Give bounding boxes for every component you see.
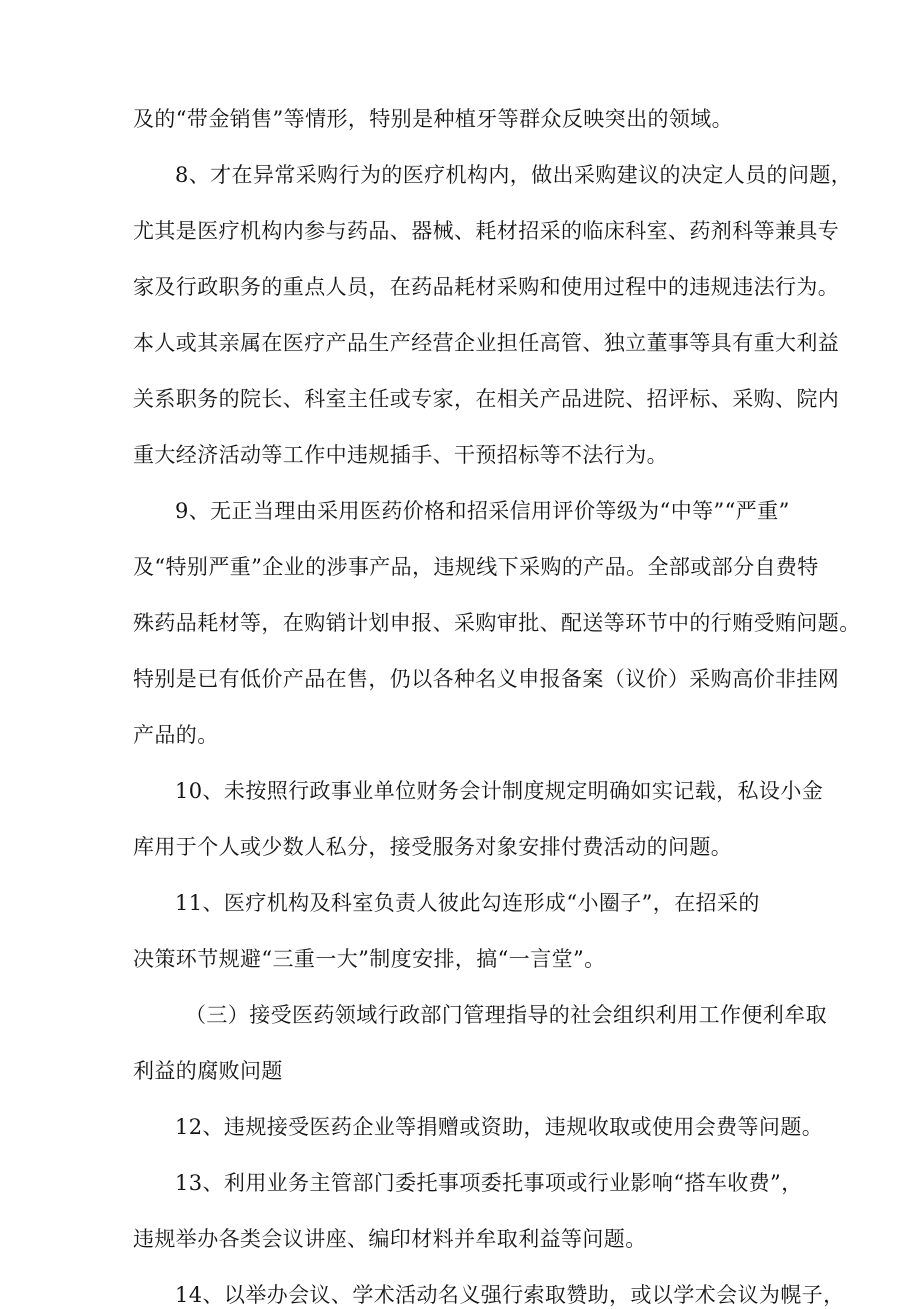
text-line: 尤其是医疗机构内参与药品、器械、耗材招采的临床科室、药剂科等兼具专 xyxy=(133,219,840,243)
text-line: 及的“带金销售”等情形，特别是种植牙等群众反映突出的领域。 xyxy=(133,107,734,131)
text-line: 关系职务的院长、科室主任或专家，在相关产品进院、招评标、采购、院内 xyxy=(133,387,840,411)
text-line: 及“特别严重”企业的涉事产品，违规线下采购的产品。全部或部分自费特 xyxy=(133,555,819,579)
text-line: 特别是已有低价产品在售，仍以各种名义申报备案（议价）采购高价非挂网 xyxy=(133,667,840,691)
text-line: 14、以举办会议、学术活动名义强行索取赞助，或以学术会议为幌子， xyxy=(175,1283,845,1307)
text-line: 本人或其亲属在医疗产品生产经营企业担任高管、独立董事等具有重大利益 xyxy=(133,331,840,355)
text-line: 10、未按照行政事业单位财务会计制度规定明确如实记载，私设小金 xyxy=(175,779,824,803)
text-line: 决策环节规避“三重一大”制度安排，搞“一言堂”。 xyxy=(133,947,606,971)
text-line: 产品的。 xyxy=(133,723,219,747)
text-line: 11、医疗机构及科室负责人彼此勾连形成“小圈子”，在招采的 xyxy=(175,891,760,915)
text-line: 家及行政职务的重点人员，在药品耗材采购和使用过程中的违规违法行为。 xyxy=(133,275,840,299)
text-line: 9、无正当理由采用医药价格和招采信用评价等级为“中等”“严重” xyxy=(175,499,790,523)
text-line: 重大经济活动等工作中违规插手、干预招标等不法行为。 xyxy=(133,443,668,467)
section-heading: （三）接受医药领域行政部门管理指导的社会组织利用工作便利牟取 xyxy=(185,1003,827,1027)
section-heading-continuation: 利益的腐败问题 xyxy=(133,1059,283,1083)
text-line: 13、利用业务主管部门委托事项委托事项或行业影响“搭车收费”， xyxy=(175,1171,803,1195)
text-line: 违规举办各类会议讲座、编印材料并牟取利益等问题。 xyxy=(133,1227,647,1251)
text-line: 8、才在异常采购行为的医疗机构内，做出采购建议的决定人员的问题， xyxy=(175,163,853,187)
text-line: 库用于个人或少数人私分，接受服务对象安排付费活动的问题。 xyxy=(133,835,733,859)
text-line: 12、违规接受医药企业等捐赠或资助，违规收取或使用会费等问题。 xyxy=(175,1115,824,1139)
text-line: 殊药品耗材等，在购销计划申报、采购审批、配送等环节中的行贿受贿问题。 xyxy=(133,611,861,635)
